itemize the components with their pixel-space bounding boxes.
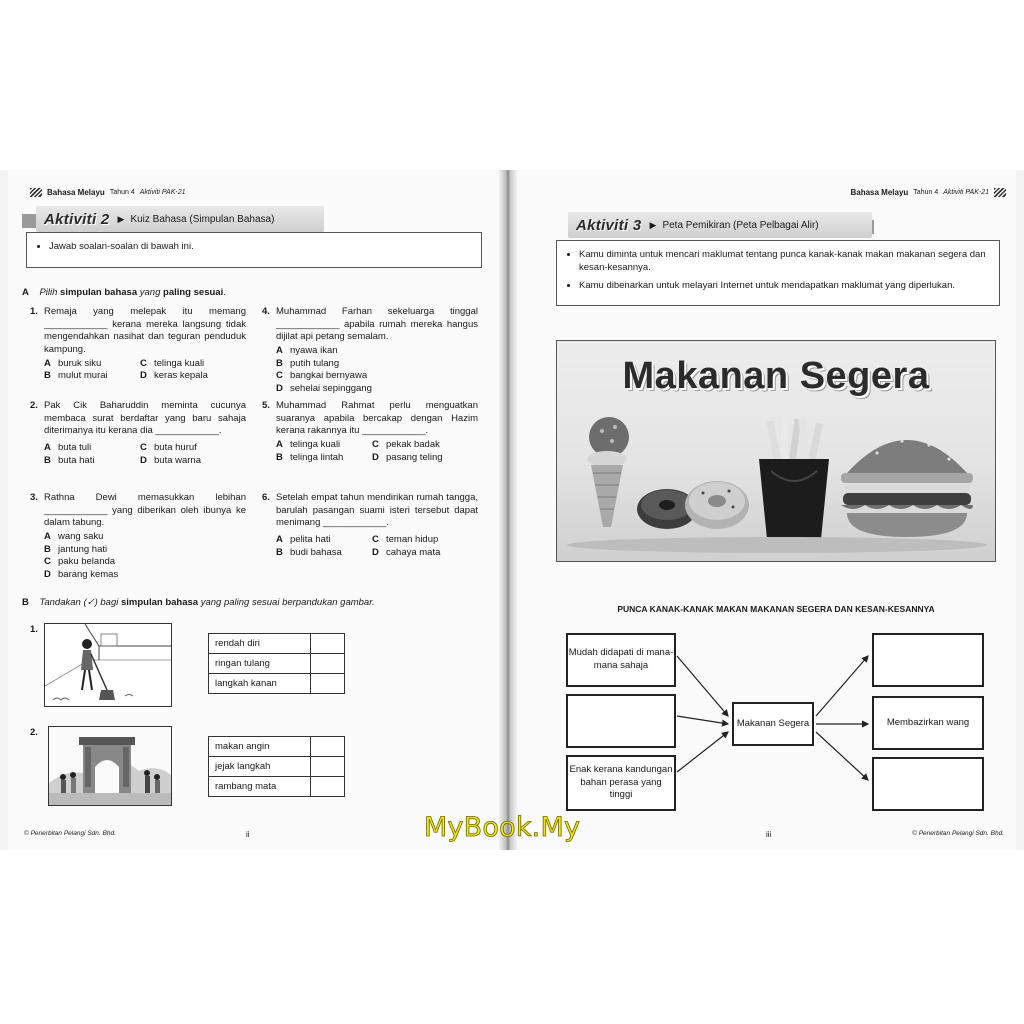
picture-monument	[48, 726, 172, 806]
question-6	[262, 492, 478, 559]
subject-label: Bahasa Melayu	[47, 188, 105, 197]
picture-item-number: 1.	[30, 624, 38, 635]
table-row	[209, 737, 345, 757]
choice-label: rambang mata	[209, 777, 311, 797]
section-text-pre: Pilih	[39, 287, 58, 298]
tick-box[interactable]	[311, 777, 345, 797]
effect-box-2: Membazirkan wang	[872, 696, 984, 750]
question-number: 5.	[262, 400, 270, 411]
effect-box-3[interactable]	[872, 757, 984, 811]
option: C bangkai bernyawa	[276, 370, 368, 382]
section-letter: B	[22, 597, 29, 608]
grade-label: Tahun 4	[109, 189, 135, 196]
option: C telinga kuali	[140, 357, 205, 369]
option: D barang kemas	[44, 568, 119, 580]
option: D pasang teling	[372, 451, 443, 463]
question-number: 3.	[30, 492, 38, 503]
tick-box[interactable]	[311, 737, 345, 757]
table-row	[209, 757, 345, 777]
running-head	[850, 188, 1006, 197]
option: B budi bahasa	[276, 546, 342, 558]
publisher-logo-icon	[994, 188, 1006, 197]
watermark: MyBook.My	[424, 812, 581, 843]
section-text-end: yang paling sesuai berpandukan gambar.	[200, 597, 375, 608]
instruction-item: • Kamu dibenarkan untuk melayari Internet untuk mendapatkan maklumat yang diperlukan.	[579, 280, 989, 293]
choice-table-2	[208, 736, 345, 797]
question-number: 4.	[262, 306, 270, 317]
question-stem: Rathna Dewi memasukkan lebihan ____________ yang diberikan oleh ibunya ke dalam tabung.	[44, 492, 246, 529]
choice-label: makan angin	[209, 737, 311, 757]
cause-box-1: Mudah didapati di mana-mana sahaja	[566, 633, 676, 687]
ice-cream-icon	[587, 417, 629, 527]
question-number: 6.	[262, 492, 270, 503]
question-4	[262, 306, 478, 395]
option: A buruk siku	[44, 357, 102, 369]
option: C paku belanda	[44, 556, 116, 568]
activity-title: Kuiz Bahasa (Simpulan Bahasa)	[130, 213, 275, 225]
question-stem: Pak Cik Baharuddin meminta cucunya membaca surat berdaftar yang baru sahaja diterimanya itu kerana dia ____________.	[44, 400, 246, 437]
option: A wang saku	[44, 530, 104, 542]
option: D cahaya mata	[372, 546, 441, 558]
question-number: 2.	[30, 400, 38, 411]
question-number: 1.	[30, 306, 38, 317]
section-text-pre: Tandakan (✓) bagi	[39, 597, 119, 608]
option: C pekak badak	[372, 438, 440, 450]
page-number: ii	[246, 830, 250, 839]
donut-icon	[637, 481, 749, 529]
section-b-title	[22, 597, 375, 608]
option: B buta hati	[44, 454, 95, 466]
burger-icon	[841, 439, 973, 537]
arrow-right-icon: ▶	[649, 219, 657, 230]
page-footer: © Penerbitan Pelangi Sdn. Bhd.	[912, 830, 1004, 837]
table-row	[209, 634, 345, 654]
center-box: Makanan Segera	[732, 702, 814, 746]
option: A pelita hati	[276, 533, 331, 545]
option: D sehelai sepinggang	[276, 382, 372, 394]
section-text-bold: simpulan bahasa	[60, 287, 138, 298]
section-text-bold2: paling sesuai	[163, 287, 224, 298]
option: B putih tulang	[276, 357, 340, 369]
option: B mulut murai	[44, 370, 108, 382]
question-5	[262, 400, 478, 464]
fast-food-illustration	[557, 341, 996, 562]
option: D keras kepala	[140, 370, 208, 382]
option: A nyawa ikan	[276, 344, 338, 356]
question-stem: Setelah empat tahun mendirikan rumah tangga, barulah pasangan suami isteri tersebut dapat menimang ____________.	[276, 492, 478, 529]
grade-label: Tahun 4	[913, 189, 939, 196]
page-number: iii	[766, 830, 772, 839]
book-gutter	[498, 170, 518, 850]
activity-title: Peta Pemikiran (Peta Pelbagai Alir)	[662, 219, 819, 231]
question-stem: Muhammad Rahmat perlu menguatkan suaranya apabila bercakap dengan Hazim kerana rakannya itu ____________.	[276, 400, 478, 437]
instruction-box	[26, 232, 482, 268]
choice-label: jejak langkah	[209, 757, 311, 777]
tick-box[interactable]	[311, 634, 345, 654]
tick-box[interactable]	[311, 654, 345, 674]
section-text-bold: simpulan bahasa	[121, 597, 199, 608]
tick-box[interactable]	[311, 674, 345, 694]
activity-tag: Aktiviti 2	[44, 210, 110, 228]
choice-label: rendah diri	[209, 634, 311, 654]
choice-table-1	[208, 633, 345, 694]
option: B telinga lintah	[276, 451, 344, 463]
question-stem: Remaja yang melepak itu memang ____________ kerana mereka langsung tidak mengendahkan nasihat dan teguran penduduk kampung.	[44, 306, 246, 355]
instruction-item: • Jawab soalan-soalan di bawah ini.	[49, 241, 471, 254]
option: B jantung hati	[44, 543, 108, 555]
page-footer: © Penerbitan Pelangi Sdn. Bhd.	[24, 830, 116, 837]
subject-label: Bahasa Melayu	[850, 188, 909, 197]
arrow-right-icon: ▶	[117, 213, 125, 224]
section-letter: A	[22, 287, 29, 298]
table-row	[209, 777, 345, 797]
table-row	[209, 674, 345, 694]
section-text-end: .	[223, 287, 226, 298]
question-3	[30, 492, 246, 581]
tick-box[interactable]	[311, 757, 345, 777]
cause-box-3: Enak kerana kandungan bahan perasa yang tinggi	[566, 755, 676, 811]
choice-label: ringan tulang	[209, 654, 311, 674]
section-a-title	[22, 287, 226, 298]
section-text-mid: yang	[139, 287, 161, 298]
activity-tag: Aktiviti 3	[576, 216, 642, 234]
effect-box-1[interactable]	[872, 633, 984, 687]
table-row	[209, 654, 345, 674]
picture-item-number: 2.	[30, 727, 38, 738]
instruction-box	[556, 240, 1000, 306]
activity-banner	[36, 206, 324, 232]
question-stem: Muhammad Farhan sekeluarga tinggal ____________ apabila rumah mereka hangus dijilat api petang semalam.	[276, 306, 478, 343]
right-page	[512, 170, 1016, 850]
activity-banner	[568, 212, 872, 238]
series-label: Aktiviti PAK-21	[139, 189, 186, 196]
option: C teman hidup	[372, 533, 439, 545]
question-1	[30, 306, 246, 383]
option: C buta huruf	[140, 441, 197, 453]
tourists-at-gate-illustration	[49, 727, 172, 806]
running-head	[30, 188, 186, 197]
french-fries-icon	[759, 415, 829, 539]
banner-title: Makanan Segera	[622, 355, 930, 397]
option: D buta warna	[140, 454, 202, 466]
boy-sweeping-illustration	[45, 624, 172, 707]
instruction-item: • Kamu diminta untuk mencari maklumat tentang punca kanak-kanak makan makanan segera dan kesan-kesannya.	[579, 249, 989, 275]
publisher-logo-icon	[30, 188, 42, 197]
option: A telinga kuali	[276, 438, 341, 450]
option: A buta tuli	[44, 441, 92, 453]
picture-sweeping	[44, 623, 172, 707]
left-page	[8, 170, 504, 850]
map-title: PUNCA KANAK-KANAK MAKAN MAKANAN SEGERA DAN KESAN-KESANNYA	[617, 604, 935, 614]
fast-food-banner	[556, 340, 996, 562]
choice-label: langkah kanan	[209, 674, 311, 694]
cause-box-2[interactable]	[566, 694, 676, 748]
question-2	[30, 400, 246, 467]
series-label: Aktiviti PAK-21	[943, 189, 989, 196]
